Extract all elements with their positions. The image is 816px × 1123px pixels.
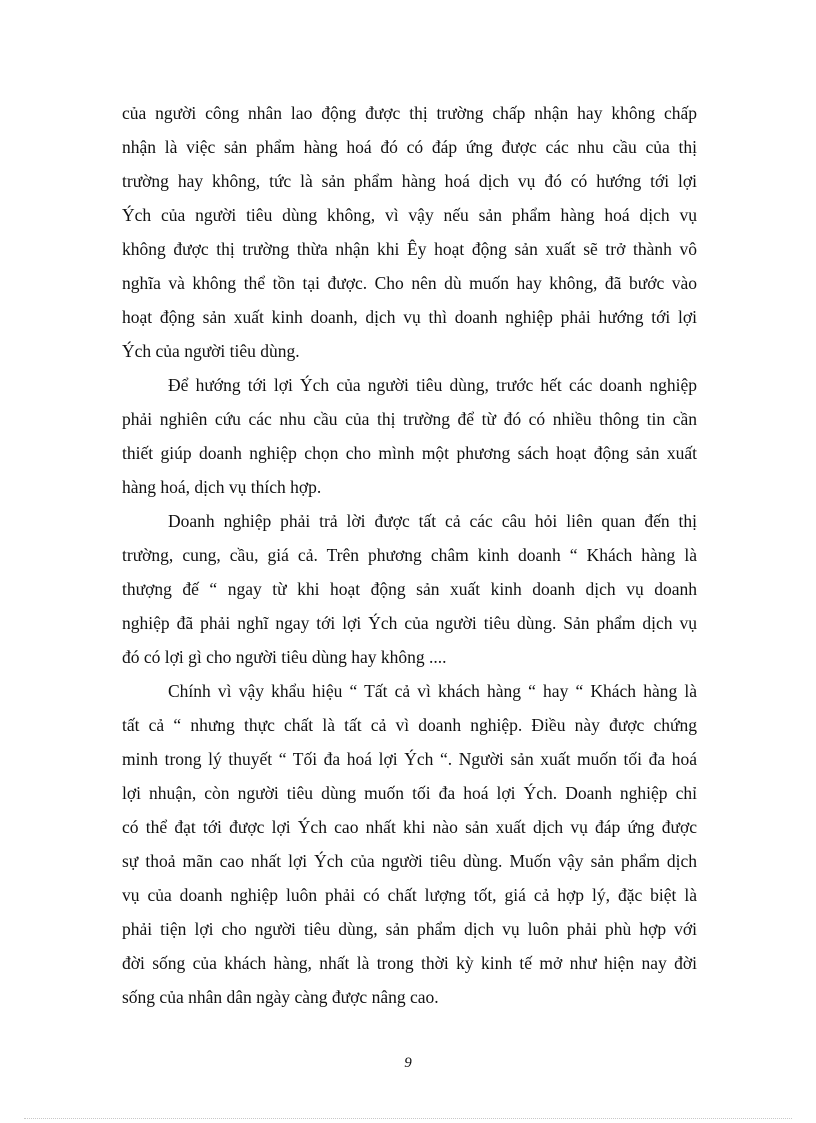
- text-line: Chính vì vậy khẩu hiệu “ Tất cả vì khách hàng “ hay “ Khách hàng là: [168, 681, 697, 701]
- page-footer-rule: [24, 1118, 792, 1119]
- text-line: sống của nhân dân ngày càng được nâng cao.: [122, 987, 439, 1007]
- text-line: Ých của người tiêu dùng không, vì vậy nếu sản phẩm hàng hoá dịch vụ: [122, 205, 697, 225]
- text-line: nhận là việc sản phẩm hàng hoá đó có đáp ứng được các nhu cầu của thị: [122, 137, 697, 157]
- text-line: Doanh nghiệp phải trả lời được tất cả các câu hỏi liên quan đến thị: [168, 511, 697, 531]
- text-line: Để hướng tới lợi Ých của người tiêu dùng, trước hết các doanh nghiệp: [168, 375, 697, 395]
- text-line: hoạt động sản xuất kinh doanh, dịch vụ thì doanh nghiệp phải hướng tới lợi: [122, 307, 697, 327]
- text-line: có thể đạt tới được lợi Ých cao nhất khi nào sản xuất dịch vụ đáp ứng được: [122, 817, 697, 837]
- text-line: của người công nhân lao động được thị trường chấp nhận hay không chấp: [122, 103, 697, 123]
- text-line: nghĩa và không thể tồn tại được. Cho nên dù muốn hay không, đã bước vào: [122, 273, 697, 293]
- text-line: không được thị trường thừa nhận khi Êy hoạt động sản xuất sẽ trở thành vô: [122, 239, 697, 259]
- text-line: lợi nhuận, còn người tiêu dùng muốn tối đa hoá lợi Ých. Doanh nghiệp chỉ: [122, 783, 697, 803]
- text-line: minh trong lý thuyết “ Tối đa hoá lợi Ých “. Người sản xuất muốn tối đa hoá: [122, 749, 697, 769]
- page-number: 9: [404, 1055, 412, 1071]
- text-line: phải tiện lợi cho người tiêu dùng, sản phẩm dịch vụ luôn phải phù hợp với: [122, 919, 697, 939]
- text-line: trường hay không, tức là sản phẩm hàng hoá dịch vụ đó có hướng tới lợi: [122, 171, 697, 191]
- text-line: hàng hoá, dịch vụ thích hợp.: [122, 477, 322, 497]
- paragraph: [122, 96, 697, 368]
- text-line: trường, cung, cầu, giá cả. Trên phương châm kinh doanh “ Khách hàng là: [122, 545, 697, 565]
- text-line: tất cả “ nhưng thực chất là tất cả vì doanh nghiệp. Điều này được chứng: [122, 715, 697, 735]
- text-line: phải nghiên cứu các nhu cầu của thị trường để từ đó có nhiều thông tin cần: [122, 409, 697, 429]
- text-line: thiết giúp doanh nghiệp chọn cho mình một phương sách hoạt động sản xuất: [122, 443, 697, 463]
- text-line: đó có lợi gì cho người tiêu dùng hay không ....: [122, 647, 447, 667]
- text-line: đời sống của khách hàng, nhất là trong thời kỳ kinh tế mở như hiện nay đời: [122, 953, 697, 973]
- text-line: Ých của người tiêu dùng.: [122, 341, 300, 361]
- paragraph: [122, 674, 697, 1014]
- text-line: thượng đế “ ngay từ khi hoạt động sản xuất kinh doanh dịch vụ doanh: [122, 579, 697, 599]
- text-line: vụ của doanh nghiệp luôn phải có chất lượng tốt, giá cả hợp lý, đặc biệt là: [122, 885, 697, 905]
- text-line: sự thoả mãn cao nhất lợi Ých của người tiêu dùng. Muốn vậy sản phẩm dịch: [122, 851, 697, 871]
- paragraph: [122, 504, 697, 674]
- document-body: [122, 96, 697, 1014]
- paragraph: [122, 368, 697, 504]
- text-line: nghiệp đã phải nghĩ ngay tới lợi Ých của người tiêu dùng. Sản phẩm dịch vụ: [122, 613, 697, 633]
